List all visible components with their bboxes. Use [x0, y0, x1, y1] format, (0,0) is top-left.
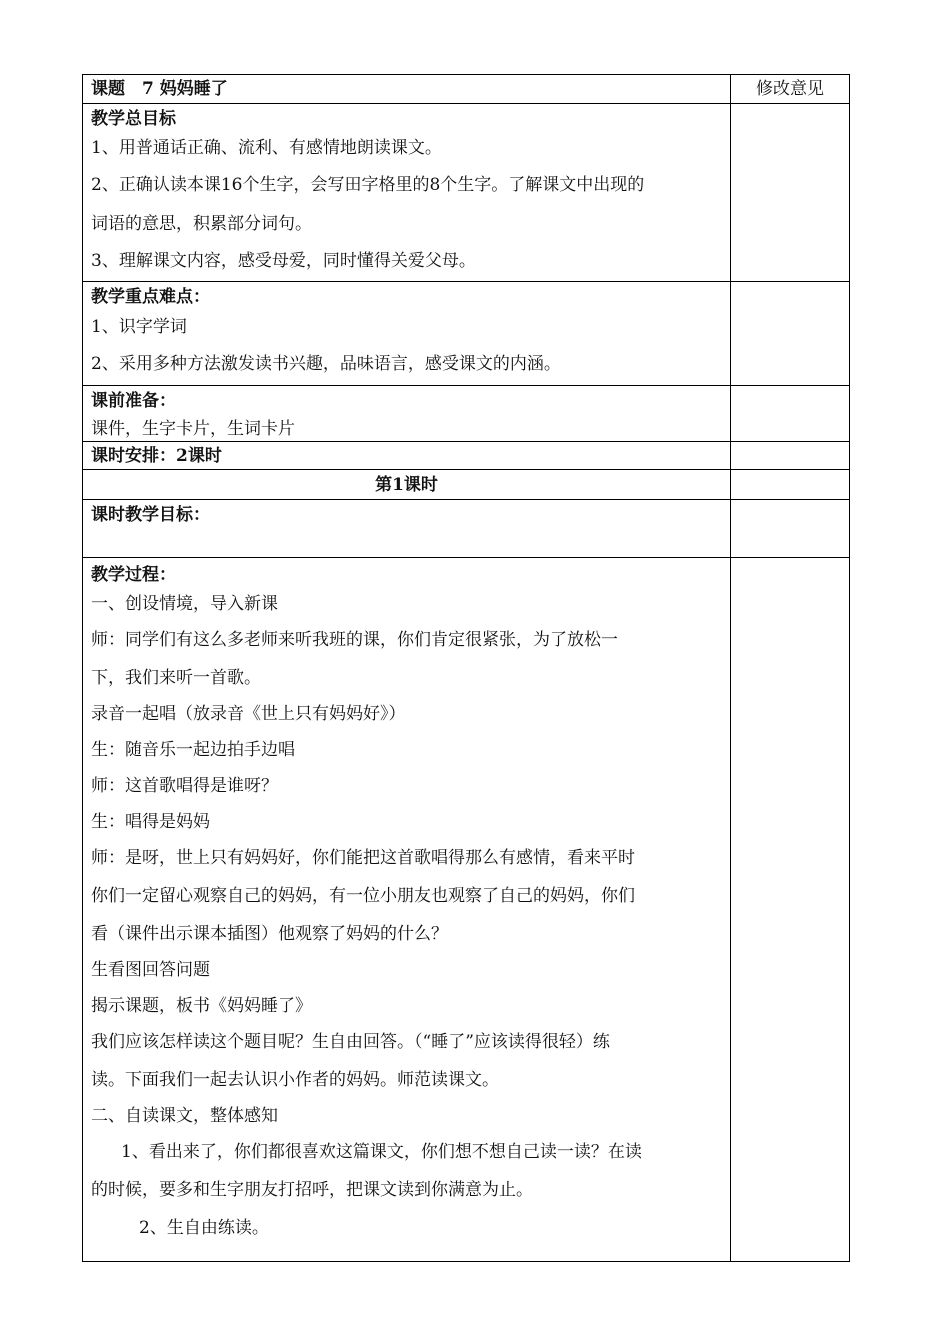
process-line: 师：是呀，世上只有妈妈好，你们能把这首歌唱得那么有感情，看来平时: [91, 848, 635, 868]
process-row: [83, 558, 850, 1262]
goals-row: [83, 104, 850, 282]
revision-cell: [731, 282, 850, 386]
process-line: 读。下面我们一起去认识小作者的妈妈。师范读课文。: [91, 1070, 499, 1090]
prep-heading: 课前准备：: [91, 391, 176, 411]
process-line: 师：这首歌唱得是谁呀？: [91, 776, 278, 796]
revision-notes-label: 修改意见: [756, 79, 824, 99]
goal-item: 3、理解课文内容，感受母爱，同时懂得关爱父母。: [91, 251, 476, 271]
schedule-text: 课时安排：2课时: [91, 446, 222, 466]
focus-row: [83, 282, 850, 386]
process-line: 1、看出来了，你们都很喜欢这篇课文，你们想不想自己读一读？在读: [121, 1142, 642, 1162]
process-line: 你们一定留心观察自己的妈妈，有一位小朋友也观察了自己的妈妈，你们: [91, 886, 635, 906]
goals-heading: 教学总目标: [91, 109, 176, 129]
goals-cell: [83, 104, 731, 282]
lesson-row: [83, 470, 850, 500]
revision-cell: [731, 500, 850, 558]
revision-cell: [731, 104, 850, 282]
process-line: 2、生自由练读。: [139, 1218, 269, 1238]
revision-cell: [731, 470, 850, 500]
goal-item: 2、正确认读本课16个生字，会写田字格里的8个生字。了解课文中出现的: [91, 175, 645, 195]
lesson-goal-row: [83, 500, 850, 558]
schedule-row: [83, 442, 850, 470]
focus-item: 2、采用多种方法激发读书兴趣，品味语言，感受课文的内涵。: [91, 354, 561, 374]
process-line: 师：同学们有这么多老师来听我班的课，你们肯定很紧张，为了放松一: [91, 630, 618, 650]
process-line: 生：随音乐一起边拍手边唱: [91, 740, 295, 760]
revision-cell: [731, 386, 850, 442]
process-line: 揭示课题，板书《妈妈睡了》: [91, 996, 312, 1016]
prep-row: [83, 386, 850, 442]
focus-item: 1、识字学词: [91, 317, 187, 337]
lesson-goal-heading: 课时教学目标：: [91, 505, 210, 525]
prep-cell: [83, 386, 731, 442]
lesson-title: 课题 7 妈妈睡了: [91, 79, 228, 99]
revision-notes-header: [731, 75, 850, 104]
prep-text: 课件，生字卡片，生词卡片: [91, 419, 295, 439]
lesson-goal-cell: [83, 500, 731, 558]
process-line: 下，我们来听一首歌。: [91, 668, 261, 688]
header-row: [83, 75, 850, 104]
process-line: 生看图回答问题: [91, 960, 210, 980]
process-line: 录音一起唱（放录音《世上只有妈妈好》）: [91, 704, 406, 724]
process-line: 看（课件出示课本插图）他观察了妈妈的什么？: [91, 924, 448, 944]
lesson-cell: [83, 470, 731, 500]
lesson-plan-table: [82, 74, 850, 1262]
goal-item: 1、用普通话正确、流利、有感情地朗读课文。: [91, 138, 442, 158]
process-line: 生：唱得是妈妈: [91, 812, 210, 832]
revision-cell: [731, 558, 850, 1262]
process-line: 的时候，要多和生字朋友打招呼，把课文读到你满意为止。: [91, 1180, 533, 1200]
process-line: 我们应该怎样读这个题目呢？生自由回答。（“睡了”应该读得很轻）练: [91, 1032, 610, 1052]
process-line: 二、自读课文，整体感知: [91, 1106, 278, 1126]
goal-item: 词语的意思，积累部分词句。: [91, 214, 312, 234]
process-heading: 教学过程：: [91, 565, 176, 585]
revision-cell: [731, 442, 850, 470]
process-cell: [83, 558, 731, 1262]
focus-cell: [83, 282, 731, 386]
process-line: 一、创设情境，导入新课: [91, 594, 278, 614]
lesson-title-cell: [83, 75, 731, 104]
schedule-cell: [83, 442, 731, 470]
lesson-title-1: 第1课时: [375, 475, 438, 495]
focus-heading: 教学重点难点：: [91, 287, 210, 307]
